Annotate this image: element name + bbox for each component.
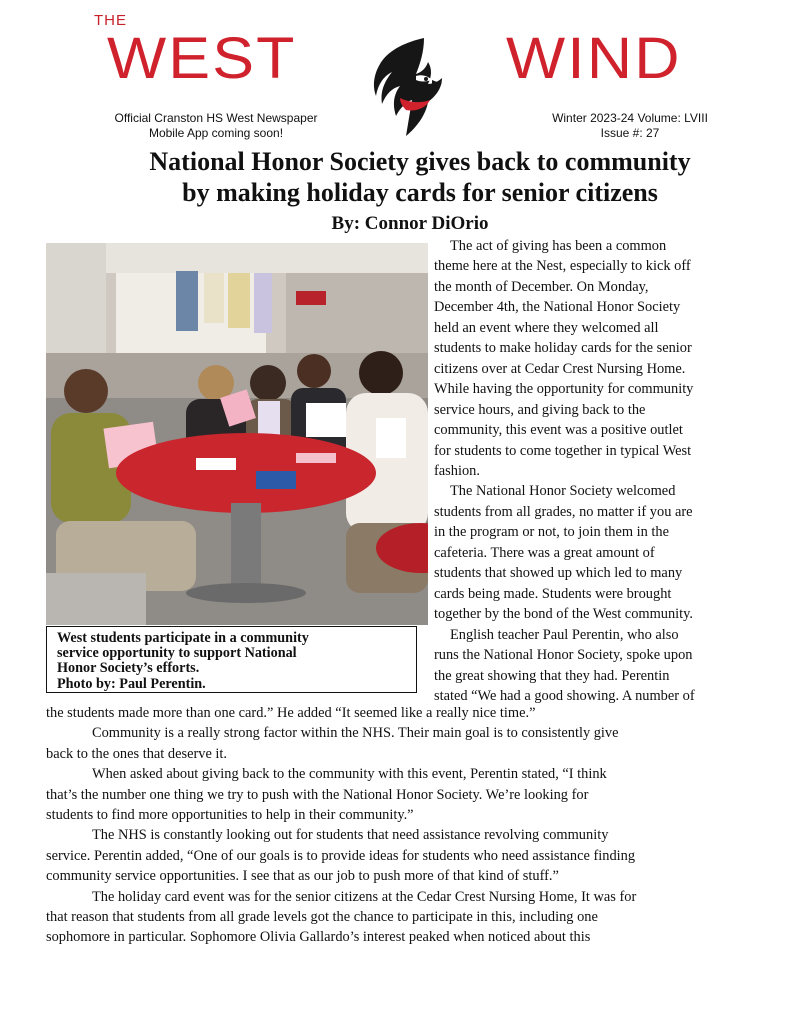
body-line: The NHS is constantly looking out for students that need assistance revolving community — [92, 827, 609, 844]
body-line: English teacher Paul Perentin, who also — [450, 626, 679, 643]
paragraph — [46, 887, 751, 948]
body-line: that’s the number one thing we try to push with the National Honor Society. We’re looking for — [46, 786, 589, 803]
body-line: the great showing that they had. Perentin — [434, 667, 670, 684]
body-line: for students to come together in typical West — [434, 442, 692, 459]
body-line: the students made more than one card.” He added “It seemed like a really nice time.” — [46, 705, 536, 721]
caption-line: service opportunity to support National — [57, 645, 297, 662]
body-line: The holiday card event was for the senior citizens at the Cedar Crest Nursing Home, It was for — [92, 888, 637, 905]
headline-line: by making holiday cards for senior citizens — [182, 178, 658, 207]
article-photo — [46, 243, 428, 625]
body-line: service hours, and giving back to the — [434, 401, 646, 418]
body-line: cafeteria. There was a great amount of — [434, 544, 655, 561]
body-line: The act of giving has been a common — [450, 238, 667, 254]
headline — [60, 146, 780, 208]
cafeteria-photo-image — [46, 243, 428, 625]
app-note: Mobile App coming soon! — [148, 126, 284, 140]
caption-line: Honor Society’s efforts. — [57, 660, 200, 677]
article-column — [434, 236, 746, 706]
body-line: Community is a really strong factor within the NHS. Their main goal is to consistently give — [92, 725, 619, 742]
edition: Winter 2023-24 Volume: LVIII — [552, 111, 708, 125]
body-line: held an event where they welcomed all — [434, 319, 659, 336]
body-line: service. Perentin added, “One of our goals is to provide ideas for students who need assistance finding — [46, 847, 636, 864]
caption-credit: Photo by: Paul Perentin. — [57, 675, 206, 692]
body-line: students from all grades, no matter if you are — [434, 503, 693, 520]
paragraph — [46, 703, 751, 723]
byline: By: Connor DiOrio — [331, 213, 489, 234]
body-line: community, this event was a positive outlet — [434, 422, 683, 439]
hawk-logo-icon — [366, 36, 446, 140]
masthead-meta-left — [98, 111, 334, 141]
masthead-west: WEST — [107, 26, 297, 91]
headline-line: National Honor Society gives back to community — [149, 147, 691, 176]
caption-line: West students participate in a community — [57, 630, 309, 646]
paragraph — [434, 625, 746, 707]
body-line: back to the ones that deserve it. — [46, 745, 228, 762]
masthead-meta-right — [530, 111, 730, 141]
body-line: students to make holiday cards for the senior — [434, 340, 692, 357]
body-line: When asked about giving back to the community with this event, Perentin stated, “I think — [92, 766, 607, 783]
body-line: that reason that students from all grade levels got the chance to participate in this, including one — [46, 909, 598, 926]
body-line: in the program or not, to join them in the — [434, 524, 670, 541]
photo-caption — [46, 626, 417, 693]
masthead-the: THE — [94, 12, 127, 29]
body-line: community service opportunities. I see that as our job to push more of that kind of stuff.” — [46, 868, 559, 885]
paragraph — [46, 723, 751, 764]
paragraph — [434, 236, 746, 481]
article-body-full — [46, 703, 751, 948]
body-line: December 4th, the National Honor Society — [434, 299, 681, 316]
body-line: cards being made. Students were brought — [434, 585, 672, 602]
body-line: stated “We had a good showing. A number of — [434, 687, 695, 704]
body-line: sophomore in particular. Sophomore Olivia Gallardo’s interest peaked when noticed about this — [46, 929, 591, 946]
body-line: theme here at the Nest, especially to kick off — [434, 258, 691, 275]
body-line: fashion. — [434, 462, 480, 479]
body-line: the month of December. On Monday, — [434, 278, 649, 295]
body-line: The National Honor Society welcomed — [450, 483, 676, 500]
body-line: While having the opportunity for community — [434, 381, 694, 398]
tagline: Official Cranston HS West Newspaper — [114, 111, 318, 125]
body-line: students that showed up which led to many — [434, 565, 683, 582]
body-line: citizens over at Cedar Crest Nursing Home. — [434, 360, 686, 377]
body-line: together by the bond of the West community. — [434, 606, 694, 623]
issue-number: Issue #: 27 — [600, 126, 660, 140]
paragraph — [46, 764, 751, 825]
masthead-wind: WIND — [506, 26, 682, 91]
body-line: runs the National Honor Society, spoke upon — [434, 647, 693, 664]
paragraph — [46, 825, 751, 886]
body-line: students to find more opportunities to help in their community.” — [46, 807, 414, 824]
paragraph — [434, 481, 746, 624]
